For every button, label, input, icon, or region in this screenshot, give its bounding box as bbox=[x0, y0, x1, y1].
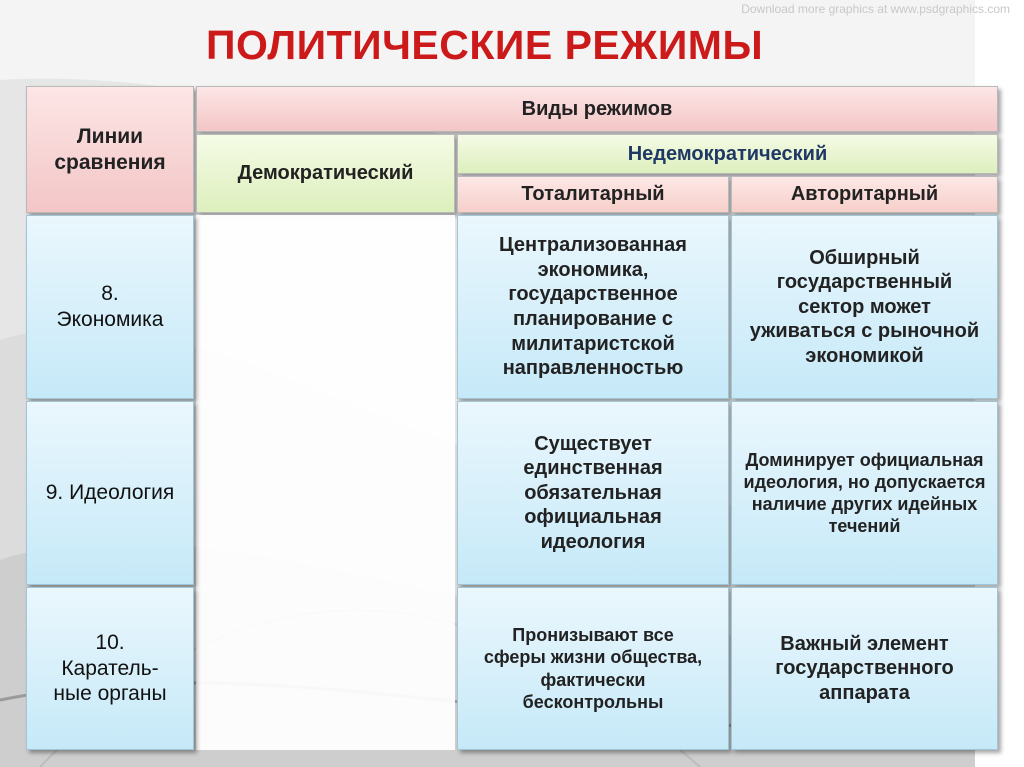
header-totalitarian bbox=[457, 176, 729, 213]
row-label-punitive-organs bbox=[26, 587, 194, 750]
row-label-punitive-organs-text: 10. Каратель-ные органы bbox=[53, 630, 167, 706]
header-comparison-lines bbox=[26, 86, 194, 213]
header-authoritarian-label: Авторитарный bbox=[790, 183, 939, 205]
header-authoritarian bbox=[731, 176, 998, 213]
header-nondemocratic-label: Недемократический bbox=[627, 142, 828, 165]
cell-economy-totalitarian bbox=[457, 215, 729, 399]
row-label-economy bbox=[26, 215, 194, 399]
row-label-economy-text: 8. Экономика bbox=[56, 282, 164, 331]
header-regime-types bbox=[196, 86, 998, 132]
cell-economy-authoritarian-text: Обширный государственный сектор может уживаться с рыночной экономикой bbox=[749, 246, 980, 367]
cell-ideology-totalitarian-text: Существует единственная обязательная официальная идеология bbox=[523, 432, 663, 553]
row-label-ideology bbox=[26, 401, 194, 585]
cell-punitive-totalitarian bbox=[457, 587, 729, 750]
cell-ideology-totalitarian bbox=[457, 401, 729, 585]
row-label-ideology-text: 9. Идеология bbox=[45, 481, 175, 505]
cell-punitive-totalitarian-text: Пронизывают все сферы жизни общества, фактически бесконтрольны bbox=[483, 625, 703, 712]
cell-ideology-authoritarian bbox=[731, 401, 998, 585]
cell-economy-authoritarian bbox=[731, 215, 998, 399]
cell-punitive-authoritarian-text: Важный элемент государственного аппарата bbox=[775, 632, 954, 704]
header-nondemocratic bbox=[457, 134, 998, 174]
watermark: Download more graphics at www.psdgraphics.com bbox=[741, 2, 1010, 16]
page-title: ПОЛИТИЧЕСКИЕ РЕЖИМЫ bbox=[206, 22, 764, 68]
header-democratic bbox=[196, 134, 455, 213]
democratic-column-empty bbox=[196, 215, 455, 750]
header-regime-types-label: Виды режимов bbox=[521, 97, 673, 120]
cell-punitive-authoritarian bbox=[731, 587, 998, 750]
header-comparison-lines-label: Линии сравнения bbox=[54, 124, 166, 174]
cell-economy-totalitarian-text: Централизованная экономика, государственное планирование с милитаристской направленностью bbox=[499, 234, 687, 380]
header-totalitarian-label: Тоталитарный bbox=[521, 183, 665, 205]
cell-ideology-authoritarian-text: Доминирует официальная идеология, но допускается наличие других идейных течений bbox=[743, 449, 986, 537]
header-democratic-label: Демократический bbox=[237, 162, 414, 184]
